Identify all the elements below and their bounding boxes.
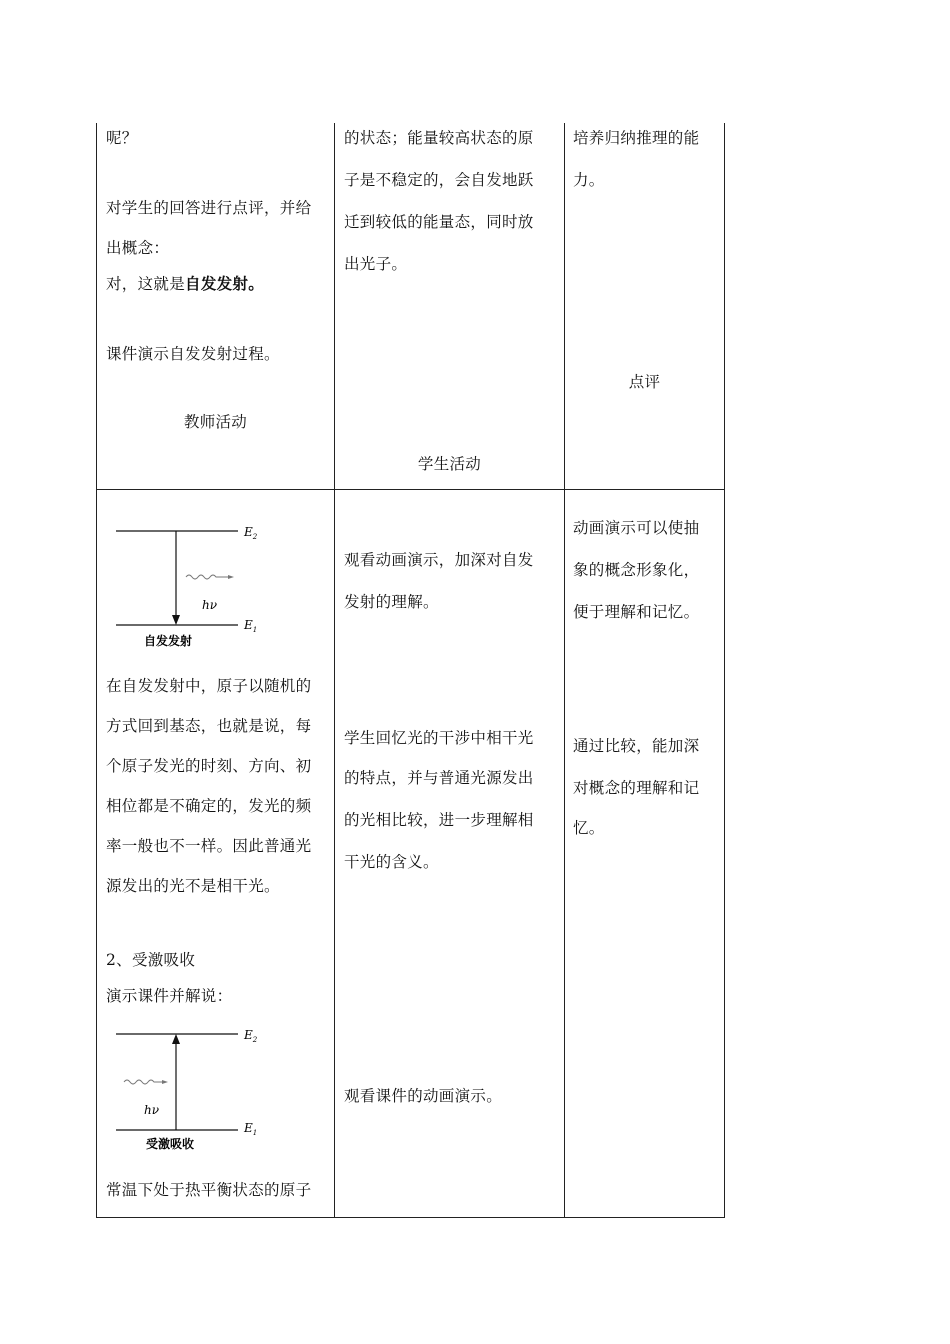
table-border-left (96, 123, 97, 1218)
comment-header: 点评 (628, 373, 661, 391)
teacher-text-line: 方式回到基态，也就是说，每 (106, 717, 312, 735)
column-divider-2 (564, 123, 565, 1218)
teacher-text-line: 率一般也不一样。因此普通光 (106, 837, 312, 855)
spontaneous-emission-diagram (104, 515, 274, 655)
teacher-text-line (106, 274, 264, 294)
photon-wave-icon (124, 1080, 162, 1084)
column-divider-1 (334, 123, 335, 1218)
comment-text-line: 对概念的理解和记 (573, 779, 700, 797)
e1-label: $E_1$ (244, 1121, 258, 1137)
photon-arrow-icon (228, 575, 234, 579)
teacher-text-line: 出概念： (106, 239, 170, 257)
row-divider (96, 489, 725, 490)
photon-energy-label: hν (202, 598, 218, 612)
teacher-text-line: 在自发发射中，原子以随机的 (106, 677, 312, 695)
student-text-line: 干光的含义。 (344, 853, 439, 871)
section-title: 2、受激吸收 (106, 951, 196, 969)
student-text-line: 发射的理解。 (344, 593, 439, 611)
student-text-line: 观看课件的动画演示。 (344, 1087, 503, 1105)
arrow-down-icon (172, 615, 180, 625)
photon-energy-label: hν (144, 1103, 160, 1117)
photon-arrow-icon (162, 1080, 168, 1084)
table-border-bottom (96, 1217, 725, 1218)
term-spontaneous-emission: 自发发射。 (185, 274, 265, 293)
comment-text-line: 象的概念形象化， (573, 561, 700, 579)
student-text-line: 的特点，并与普通光源发出 (344, 769, 534, 787)
student-text-line: 出光子。 (344, 255, 408, 273)
photon-wave-icon (186, 575, 228, 579)
teacher-text-line: 呢？ (106, 129, 138, 147)
comment-text-line: 便于理解和记忆。 (573, 603, 700, 621)
comment-text-line: 忆。 (573, 819, 605, 837)
teacher-activity-header: 教师活动 (183, 413, 248, 431)
teacher-text-line: 演示课件并解说： (106, 987, 233, 1005)
teacher-text-line: 对学生的回答进行点评，并给 (106, 199, 312, 217)
table-border-right (724, 123, 725, 1218)
student-text-line: 迁到较低的能量态，同时放 (344, 213, 534, 231)
student-activity-header: 学生活动 (417, 455, 482, 473)
teacher-text-plain: 对，这就是 (106, 275, 186, 293)
e2-label: $E_2$ (244, 1028, 258, 1044)
diagram-caption: 自发发射 (144, 634, 193, 648)
teacher-text-line: 个原子发光的时刻、方向、初 (106, 757, 312, 775)
teacher-text-line: 源发出的光不是相干光。 (106, 877, 280, 895)
comment-text-line: 通过比较，能加深 (573, 737, 700, 755)
student-text-line: 子是不稳定的，会自发地跃 (344, 171, 534, 189)
diagram-caption: 受激吸收 (146, 1137, 195, 1151)
comment-text-line: 动画演示可以使抽 (573, 519, 700, 537)
student-text-line: 的光相比较，进一步理解相 (344, 811, 534, 829)
comment-text-line: 培养归纳推理的能 (573, 129, 700, 147)
e1-label: $E_1$ (244, 618, 258, 634)
student-text-line: 学生回忆光的干涉中相干光 (344, 729, 534, 747)
teacher-text-line: 相位都是不确定的，发光的频 (106, 797, 312, 815)
student-text-line: 的状态；能量较高状态的原 (344, 129, 534, 147)
stimulated-absorption-diagram (104, 1018, 274, 1158)
teacher-text-line: 常温下处于热平衡状态的原子 (106, 1181, 312, 1199)
e2-label: $E_2$ (244, 525, 258, 541)
student-text-line: 观看动画演示，加深对自发 (344, 551, 534, 569)
arrow-up-icon (172, 1034, 180, 1044)
teacher-text-line: 课件演示自发发射过程。 (106, 345, 280, 363)
comment-text-line: 力。 (573, 171, 605, 189)
